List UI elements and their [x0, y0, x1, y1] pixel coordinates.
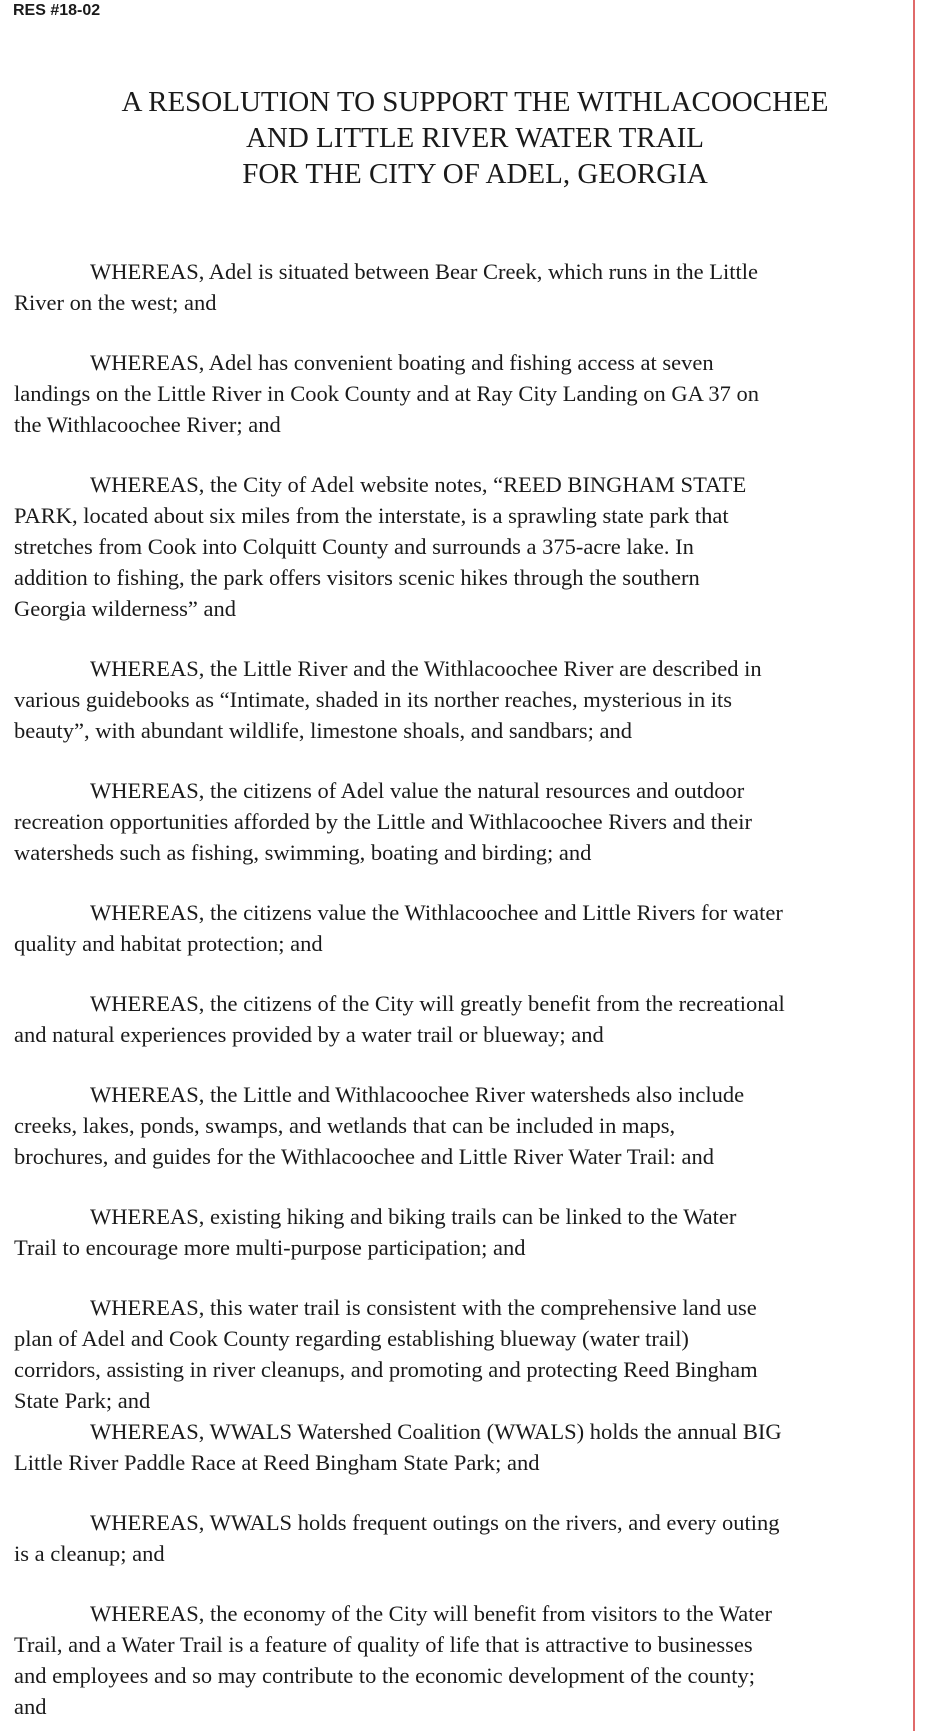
title-line: AND LITTLE RIVER WATER TRAIL: [245, 122, 705, 154]
paragraph-line: and: [14, 1694, 47, 1719]
paragraph-line: Little River Paddle Race at Reed Bingham State Park; and: [14, 1450, 540, 1475]
paragraph-line: watersheds such as fishing, swimming, boating and birding; and: [14, 840, 592, 865]
whereas-paragraph: [14, 1201, 934, 1263]
paragraph-line: Trail to encourage more multi-purpose participation; and: [14, 1235, 526, 1260]
whereas-paragraph: [14, 1292, 934, 1416]
resolution-title: [40, 84, 910, 192]
title-line: A RESOLUTION TO SUPPORT THE WITHLACOOCHEE: [121, 86, 829, 118]
paragraph-line: WHEREAS, the citizens of Adel value the natural resources and outdoor: [90, 778, 745, 803]
paragraph-line: the Withlacoochee River; and: [14, 412, 281, 437]
paragraph-line: WHEREAS, WWALS Watershed Coalition (WWALS) holds the annual BIG: [90, 1419, 782, 1444]
paragraph-line: WHEREAS, existing hiking and biking trails can be linked to the Water: [90, 1204, 737, 1229]
paragraph-line: WHEREAS, the Little River and the Withlacoochee River are described in: [90, 656, 762, 681]
whereas-paragraph: [14, 988, 934, 1050]
paragraph-line: and employees and so may contribute to the economic development of the county;: [14, 1663, 756, 1688]
whereas-paragraph: [14, 1507, 934, 1569]
whereas-paragraph: [14, 347, 934, 440]
paragraph-line: quality and habitat protection; and: [14, 931, 323, 956]
whereas-paragraph: [14, 469, 934, 624]
paragraph-line: corridors, assisting in river cleanups, and promoting and protecting Reed Bingham: [14, 1357, 758, 1382]
paragraph-line: WHEREAS, Adel has convenient boating and fishing access at seven: [90, 350, 714, 375]
paragraph-line: River on the west; and: [14, 290, 217, 315]
whereas-paragraph: [14, 653, 934, 746]
paragraph-line: stretches from Cook into Colquitt County and surrounds a 375-acre lake. In: [14, 534, 694, 559]
paragraph-line: landings on the Little River in Cook County and at Ray City Landing on GA 37 on: [14, 381, 759, 406]
paragraph-line: plan of Adel and Cook County regarding establishing blueway (water trail): [14, 1326, 689, 1351]
paragraph-line: Georgia wilderness” and: [14, 596, 237, 621]
title-line: FOR THE CITY OF ADEL, GEORGIA: [242, 158, 708, 190]
paragraph-line: WHEREAS, the City of Adel website notes, “REED BINGHAM STATE: [90, 472, 747, 497]
whereas-paragraph: [14, 1079, 934, 1172]
resolution-body: [14, 256, 934, 1722]
paragraph-line: and natural experiences provided by a water trail or blueway; and: [14, 1022, 604, 1047]
paragraph-line: State Park; and: [14, 1388, 151, 1413]
whereas-paragraph: [14, 897, 934, 959]
paragraph-line: beauty”, with abundant wildlife, limestone shoals, and sandbars; and: [14, 718, 632, 743]
document-id: RES #18-02: [13, 2, 101, 19]
whereas-paragraph: [14, 775, 934, 868]
paragraph-line: WHEREAS, this water trail is consistent with the comprehensive land use: [90, 1295, 757, 1320]
whereas-paragraph: [14, 256, 934, 318]
paragraph-line: is a cleanup; and: [14, 1541, 165, 1566]
paragraph-line: PARK, located about six miles from the interstate, is a sprawling state park that: [14, 503, 729, 528]
whereas-paragraph: [14, 1416, 934, 1478]
paragraph-line: addition to fishing, the park offers visitors scenic hikes through the southern: [14, 565, 700, 590]
paragraph-line: WHEREAS, the economy of the City will benefit from visitors to the Water: [90, 1601, 773, 1626]
paragraph-line: various guidebooks as “Intimate, shaded in its norther reaches, mysterious in its: [14, 687, 732, 712]
paragraph-line: WHEREAS, the citizens of the City will greatly benefit from the recreational: [90, 991, 785, 1016]
paragraph-line: WHEREAS, Adel is situated between Bear Creek, which runs in the Little: [90, 259, 758, 284]
paragraph-line: creeks, lakes, ponds, swamps, and wetlands that can be included in maps,: [14, 1113, 676, 1138]
paragraph-line: brochures, and guides for the Withlacoochee and Little River Water Trail: and: [14, 1144, 715, 1169]
paragraph-line: WHEREAS, the citizens value the Withlacoochee and Little Rivers for water: [90, 900, 783, 925]
paragraph-line: WHEREAS, WWALS holds frequent outings on the rivers, and every outing: [90, 1510, 780, 1535]
whereas-paragraph: [14, 1598, 934, 1722]
paragraph-line: recreation opportunities afforded by the Little and Withlacoochee Rivers and their: [14, 809, 753, 834]
paragraph-line: WHEREAS, the Little and Withlacoochee River watersheds also include: [90, 1082, 745, 1107]
paragraph-line: Trail, and a Water Trail is a feature of quality of life that is attractive to businesses: [14, 1632, 753, 1657]
